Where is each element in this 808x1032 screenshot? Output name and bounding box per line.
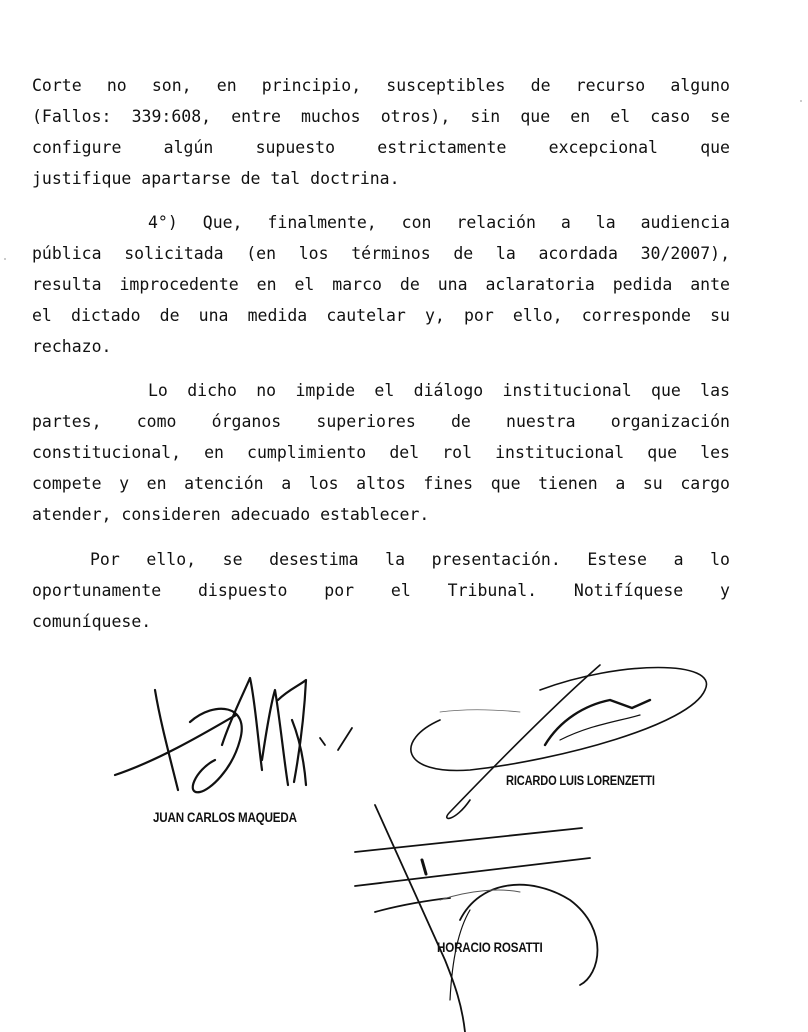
text-line: configure algún supuesto estrictamente excepcional que: [32, 138, 730, 157]
text-line: Corte no son, en principio, susceptibles de recurso alguno: [32, 76, 730, 95]
text-line: comuníquese.: [32, 612, 152, 631]
signature-rosatti: [355, 805, 598, 1032]
text-line: Lo dicho no impide el diálogo institucional que las: [148, 381, 730, 400]
text-line: (Fallos: 339:608, entre muchos otros), sin que en el caso se: [32, 107, 730, 126]
text-line: justifique apartarse de tal doctrina.: [32, 169, 400, 188]
signature-lorenzetti: [411, 665, 707, 818]
text-line: compete y en atención a los altos fines que tienen a su cargo: [32, 474, 730, 493]
signature-name-rosatti: HORACIO ROSATTI: [437, 940, 543, 955]
signature-maqueda: [115, 678, 352, 792]
scan-speck: [800, 100, 802, 102]
text-line: Por ello, se desestima la presentación. Estese a lo: [90, 550, 730, 569]
text-line: partes, como órganos superiores de nuestra organización: [32, 412, 730, 431]
text-line: atender, consideren adecuado establecer.: [32, 505, 430, 524]
text-line: rechazo.: [32, 337, 112, 356]
text-line: 4°) Que, finalmente, con relación a la audiencia: [148, 213, 730, 232]
signature-name-maqueda: JUAN CARLOS MAQUEDA: [153, 810, 297, 825]
signature-name-lorenzetti: RICARDO LUIS LORENZETTI: [506, 773, 655, 788]
text-line: pública solicitada (en los términos de la acordada 30/2007),: [32, 244, 730, 263]
text-line: constitucional, en cumplimiento del rol institucional que les: [32, 443, 730, 462]
text-line: oportunamente dispuesto por el Tribunal. Notifíquese y: [32, 581, 730, 600]
text-line: el dictado de una medida cautelar y, por ello, corresponde su: [32, 306, 730, 325]
text-line: resulta improcedente en el marco de una aclaratoria pedida ante: [32, 275, 730, 294]
scan-speck: [4, 258, 6, 260]
